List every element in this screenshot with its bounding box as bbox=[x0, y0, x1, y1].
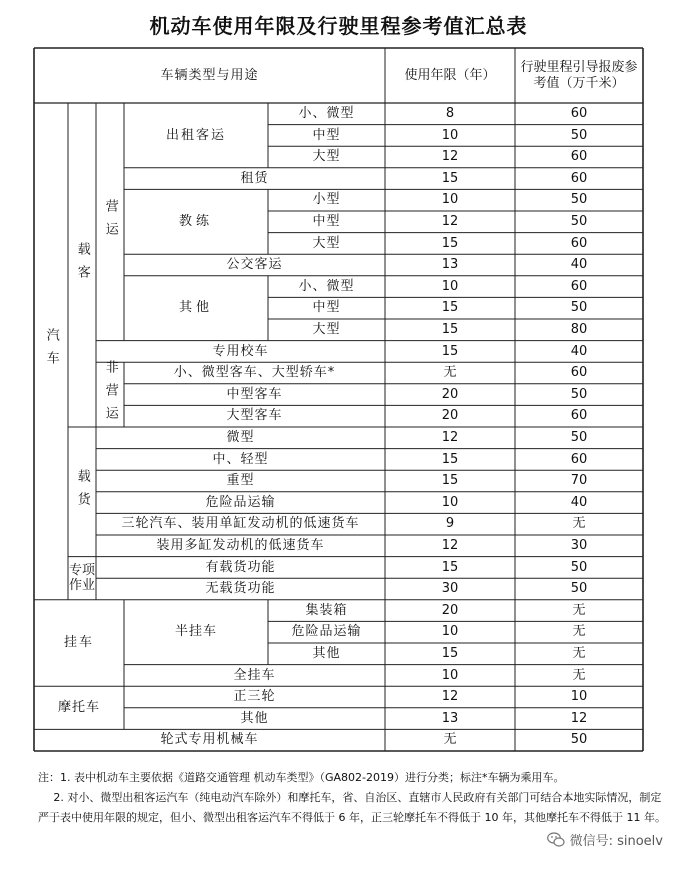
row-years: 10 bbox=[441, 278, 459, 294]
row-label: 小、微型 bbox=[298, 278, 355, 294]
row-years: 20 bbox=[441, 408, 459, 424]
category-operating: 营运 bbox=[102, 198, 118, 245]
row-years: 15 bbox=[441, 300, 459, 316]
category-trailer: 挂车 bbox=[63, 635, 94, 651]
row-mileage: 60 bbox=[570, 365, 588, 381]
row-years: 10 bbox=[441, 192, 459, 208]
row-label: 中、轻型 bbox=[212, 451, 269, 467]
category-special: 专项作业 bbox=[68, 562, 95, 594]
row-mileage: 50 bbox=[570, 300, 588, 316]
row-mileage: 50 bbox=[570, 559, 588, 575]
row-years: 15 bbox=[441, 559, 459, 575]
page-title: 机动车使用年限及行驶里程参考值汇总表 bbox=[149, 14, 528, 38]
row-years: 10 bbox=[441, 127, 459, 143]
row-mileage: 50 bbox=[570, 581, 588, 597]
row-label: 其他 bbox=[312, 646, 341, 661]
row-label: 中型 bbox=[312, 300, 341, 316]
header-vehicle-type: 车辆类型与用途 bbox=[160, 67, 259, 83]
row-label: 大型 bbox=[312, 149, 341, 165]
row-label: 三轮汽车、装用单缸发动机的低速货车 bbox=[121, 516, 360, 532]
row-label: 有载货功能 bbox=[205, 559, 276, 575]
row-years: 20 bbox=[441, 602, 459, 618]
row-years: 10 bbox=[441, 624, 459, 640]
row-label: 中型客车 bbox=[226, 386, 283, 402]
row-mileage: 60 bbox=[570, 408, 588, 424]
row-label: 正三轮 bbox=[233, 689, 276, 705]
row-mileage: 80 bbox=[570, 322, 588, 337]
wechat-watermark bbox=[547, 830, 663, 849]
row-years: 无 bbox=[443, 365, 457, 381]
row-mileage: 60 bbox=[570, 451, 588, 467]
row-label: 中型 bbox=[312, 127, 341, 143]
row-mileage: 60 bbox=[570, 278, 588, 294]
note-1: 注：1. 表中机动车主要依据《道路交通管理 机动车类型》（GA802-2019）进行分类；标注*车辆为乘用车。 bbox=[38, 771, 565, 784]
row-label: 危险品运输 bbox=[205, 494, 276, 510]
row-mileage: 60 bbox=[570, 106, 588, 121]
table-notes bbox=[38, 768, 668, 828]
row-years: 9 bbox=[445, 516, 455, 532]
row-years: 8 bbox=[445, 106, 455, 121]
row-years: 15 bbox=[441, 473, 459, 489]
row-years: 15 bbox=[441, 235, 459, 251]
row-label: 租赁 bbox=[240, 170, 269, 186]
row-years: 12 bbox=[441, 538, 459, 553]
row-mileage: 70 bbox=[570, 473, 588, 489]
category-cargo: 载货 bbox=[74, 468, 90, 515]
row-label: 大型 bbox=[312, 235, 341, 251]
row-mileage: 无 bbox=[572, 516, 586, 532]
category-motorcycle: 摩托车 bbox=[57, 699, 100, 715]
row-years: 30 bbox=[441, 581, 459, 597]
row-years: 12 bbox=[441, 689, 459, 705]
row-mileage: 50 bbox=[570, 127, 588, 143]
row-mileage: 无 bbox=[572, 624, 586, 640]
row-mileage: 50 bbox=[570, 192, 588, 208]
row-years: 13 bbox=[441, 257, 459, 273]
row-years: 20 bbox=[441, 386, 459, 402]
row-mileage: 50 bbox=[570, 430, 588, 445]
category-semitrailer: 半挂车 bbox=[174, 624, 217, 640]
row-mileage: 60 bbox=[570, 235, 588, 251]
category-nonoperating: 非营运 bbox=[102, 360, 118, 430]
row-label: 装用多缸发动机的低速货车 bbox=[156, 538, 325, 553]
row-mileage: 无 bbox=[572, 646, 586, 661]
row-years: 10 bbox=[441, 667, 459, 683]
watermark-text: 微信号: sinoelv bbox=[569, 834, 663, 849]
row-label: 轮式专用机械车 bbox=[160, 732, 259, 748]
row-label: 集装箱 bbox=[305, 602, 348, 618]
row-mileage: 无 bbox=[572, 602, 586, 618]
row-years: 12 bbox=[441, 430, 459, 445]
row-mileage: 10 bbox=[570, 689, 588, 705]
row-label: 全挂车 bbox=[233, 667, 276, 683]
category-car: 汽车 bbox=[43, 328, 59, 375]
row-label: 小、微型 bbox=[298, 106, 355, 121]
group-other: 其他 bbox=[178, 300, 213, 316]
group-training: 教练 bbox=[178, 213, 213, 229]
row-years: 15 bbox=[441, 343, 459, 359]
row-label: 危险品运输 bbox=[291, 624, 362, 640]
group-taxi: 出租客运 bbox=[165, 127, 226, 143]
row-years: 无 bbox=[443, 732, 457, 748]
row-years: 15 bbox=[441, 170, 459, 186]
header-service-years: 使用年限（年） bbox=[404, 67, 496, 83]
row-mileage: 无 bbox=[572, 667, 586, 683]
row-mileage: 50 bbox=[570, 214, 588, 229]
row-label: 大型客车 bbox=[226, 408, 283, 424]
row-label: 无载货功能 bbox=[205, 581, 276, 597]
row-mileage: 60 bbox=[570, 170, 588, 186]
row-mileage: 60 bbox=[570, 149, 588, 165]
row-years: 15 bbox=[441, 646, 459, 661]
row-label: 小型 bbox=[312, 192, 341, 208]
row-years: 13 bbox=[441, 710, 459, 726]
wechat-icon bbox=[547, 832, 565, 848]
row-mileage: 40 bbox=[570, 343, 588, 359]
row-label: 其他 bbox=[240, 710, 269, 726]
row-mileage: 12 bbox=[570, 710, 588, 726]
row-years: 12 bbox=[441, 214, 459, 229]
row-mileage: 30 bbox=[570, 538, 588, 553]
row-label: 公交客运 bbox=[226, 257, 283, 273]
row-label: 微型 bbox=[226, 430, 255, 445]
row-mileage: 40 bbox=[570, 494, 588, 510]
row-label: 小、微型客车、大型轿车* bbox=[173, 365, 336, 381]
row-years: 10 bbox=[441, 494, 459, 510]
row-years: 12 bbox=[441, 149, 459, 165]
row-mileage: 40 bbox=[570, 257, 588, 273]
header-mileage: 行驶里程引导报废参考值（万千米） bbox=[520, 59, 638, 91]
row-years: 15 bbox=[441, 322, 459, 337]
row-label: 大型 bbox=[312, 322, 341, 337]
category-passenger: 载客 bbox=[74, 242, 90, 288]
row-mileage: 50 bbox=[570, 386, 588, 402]
row-label: 专用校车 bbox=[212, 343, 269, 359]
row-label: 重型 bbox=[226, 473, 255, 489]
row-mileage: 50 bbox=[570, 732, 588, 748]
row-label: 中型 bbox=[312, 214, 341, 229]
note-2: 2. 对小、微型出租客运汽车（纯电动汽车除外）和摩托车，省、自治区、直辖市人民政府有关部门可结合本地实际情况，制定严于表中使用年限的规定，但小、微型出租客运汽车不得低于 6 年，正三轮摩托车不得低于 10 年，其他摩托车不得低于 11 年。 bbox=[38, 791, 666, 824]
row-years: 15 bbox=[441, 451, 459, 467]
